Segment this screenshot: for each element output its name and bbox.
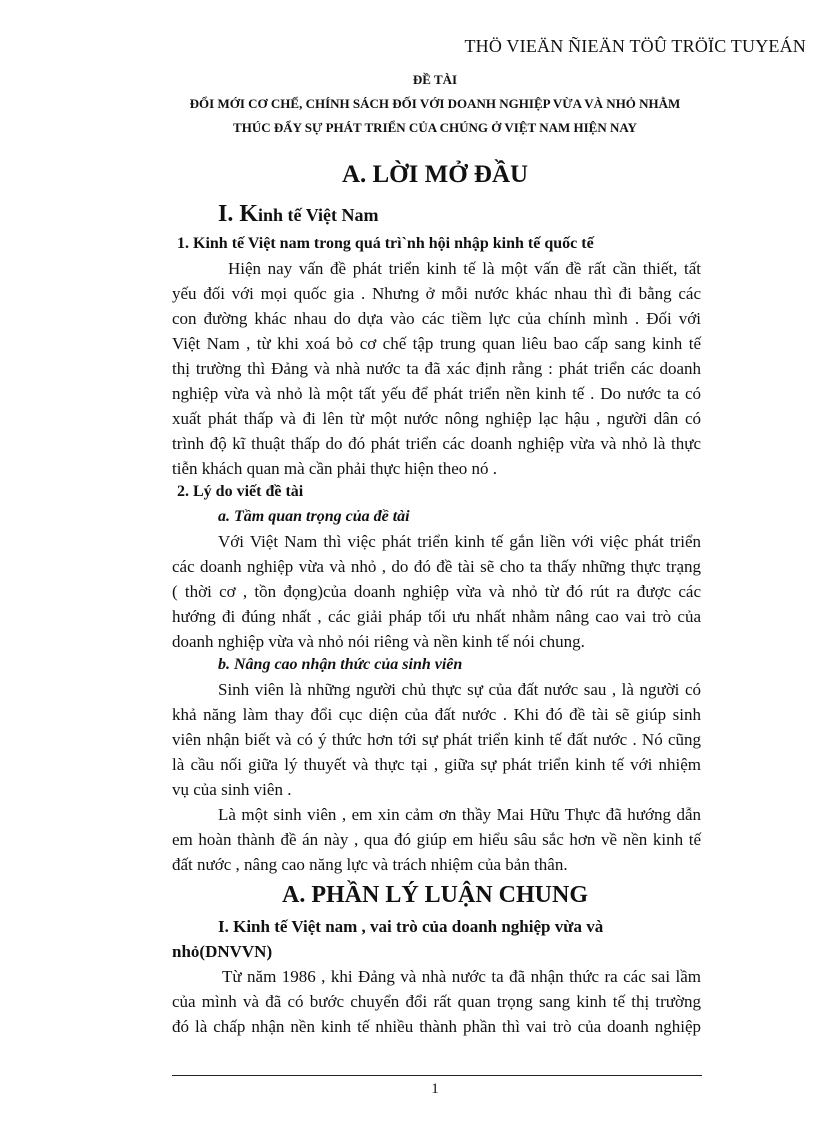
paragraph-line: Từ năm 1986 , khi Đảng và nhà nước ta đã nhận thức ra các sai lầm bbox=[222, 967, 701, 986]
paragraph-line: ( thời cơ , tồn đọng)của doanh nghiệp vừa và nhỏ từ đó rút ra được các bbox=[172, 582, 701, 601]
subheading-reasons: 2. Lý do viết đề tài bbox=[177, 483, 304, 500]
paragraph-line: yếu đối với mọi quốc gia . Nhưng ở mỗi nước khác nhau thì đi bằng các bbox=[172, 284, 701, 303]
paragraph-line: doanh nghiệp vừa và nhỏ nói riêng và nền kinh tế nói chung. bbox=[172, 632, 585, 651]
paragraph-line: viên nhận biết và có ý thức hơn tới sự phát triển kinh tế đất nước . Nó cũng bbox=[172, 730, 701, 749]
paragraph-line: đất nước , nâng cao năng lực và trách nhiệm của bản thân. bbox=[172, 855, 568, 874]
paragraph-line: đó là chấp nhận nền kinh tế nhiều thành phần thì vai trò của doanh nghiệp bbox=[172, 1017, 701, 1036]
subheading-importance: a. Tầm quan trọng của đề tài bbox=[218, 508, 410, 525]
paragraph-line: các doanh nghiệp vừa và nhỏ , do đó đề tài sẽ cho ta thấy những thực trạng bbox=[172, 557, 701, 576]
paragraph-line: là cầu nối giữa lý thuyết và thực tại , giữa sự phát triển kinh tế với nhiệm bbox=[172, 755, 701, 774]
footer-rule bbox=[172, 1075, 702, 1076]
paragraph-line: con đường khác nhau do dựa vào các tiềm lực của chính mình . Đối với bbox=[172, 309, 701, 328]
subheading-student-awareness: b. Nâng cao nhận thức của sinh viên bbox=[218, 656, 463, 673]
header-watermark: THÖ VIEÄN ÑIEÄN TÖÛ TRÖÏC TUYEÁN bbox=[464, 36, 806, 56]
paragraph-line: nghiệp vừa và nhỏ là một tất yếu để phát triển nền kinh tế . Do nước ta có bbox=[172, 384, 701, 403]
paragraph-line: em hoàn thành đề án này , qua đó giúp em hiểu sâu sắc hơn về nền kinh tế bbox=[172, 830, 701, 849]
paragraph-line: trình độ kĩ thuật thấp do đó phát triển các doanh nghiệp vừa và nhỏ là thực bbox=[172, 434, 701, 453]
topic-label: ĐỀ TÀI bbox=[412, 72, 458, 87]
part-heading-sme-role-line-2: nhỏ(DNVVN) bbox=[172, 942, 273, 961]
paragraph-line: Việt Nam , từ khi xoá bỏ cơ chế tập trung quan liêu bao cấp sang kinh tế bbox=[172, 334, 701, 353]
paragraph-line: Với Việt Nam thì việc phát triển kinh tế gắn liền với việc phát triển bbox=[218, 532, 701, 551]
page-number: 1 bbox=[431, 1081, 439, 1097]
part-heading-vietnam-economy bbox=[218, 201, 379, 228]
section-heading-theory: A. PHẦN LÝ LUẬN CHUNG bbox=[282, 882, 588, 908]
paragraph-line: Sinh viên là những người chủ thực sự của đất nước sau , là người có bbox=[218, 680, 701, 699]
paragraph-line: hướng đi đúng nhất , các giải pháp tối ưu nhất nhằm nâng cao vai trò của bbox=[172, 607, 701, 626]
topic-title-line-2: THÚC ĐẨY SỰ PHÁT TRIỂN CỦA CHÚNG Ở VIỆT NAM HIỆN NAY bbox=[233, 120, 637, 135]
part-heading-sme-role-line-1: I. Kinh tế Việt nam , vai trò của doanh nghiệp vừa và bbox=[218, 917, 604, 936]
paragraph-line: thị trường thì Đảng và nhà nước ta đã xác định rằng : phát triển các doanh bbox=[172, 359, 701, 378]
subheading-integration: 1. Kinh tế Việt nam trong quá trì`nh hội nhập kinh tế quốc tế bbox=[177, 235, 594, 252]
paragraph-line: Là một sinh viên , em xin cảm ơn thầy Mai Hữu Thực đã hướng dẫn bbox=[218, 805, 701, 824]
topic-title-line-1: ĐỔI MỚI CƠ CHẾ, CHÍNH SÁCH ĐỐI VỚI DOANH NGHIỆP VỪA VÀ NHỎ NHẰM bbox=[189, 96, 681, 111]
paragraph-line: xuất phát thấp và đi lên từ một nước nông nghiệp lạc hậu , người dân có bbox=[172, 409, 701, 428]
paragraph-line: của mình và đã có bước chuyển đổi rất quan trọng sang kinh tế thị trường bbox=[172, 992, 701, 1011]
section-heading-intro: A. LỜI MỞ ĐẦU bbox=[341, 161, 529, 188]
paragraph-line: vụ của sinh viên . bbox=[172, 780, 292, 799]
part-heading-roman: I. K bbox=[218, 201, 259, 227]
paragraph-line: Hiện nay vấn đề phát triển kinh tế là một vấn đề rất cần thiết, tất bbox=[228, 259, 701, 278]
paragraph-line: tiễn khách quan mà cần phải thực hiện theo nó . bbox=[172, 459, 498, 478]
paragraph-line: khả năng làm thay đổi cục diện của đất nước . Khi đó đề tài sẽ giúp sinh bbox=[172, 705, 701, 724]
part-heading-rest: inh tế Việt Nam bbox=[258, 205, 379, 225]
